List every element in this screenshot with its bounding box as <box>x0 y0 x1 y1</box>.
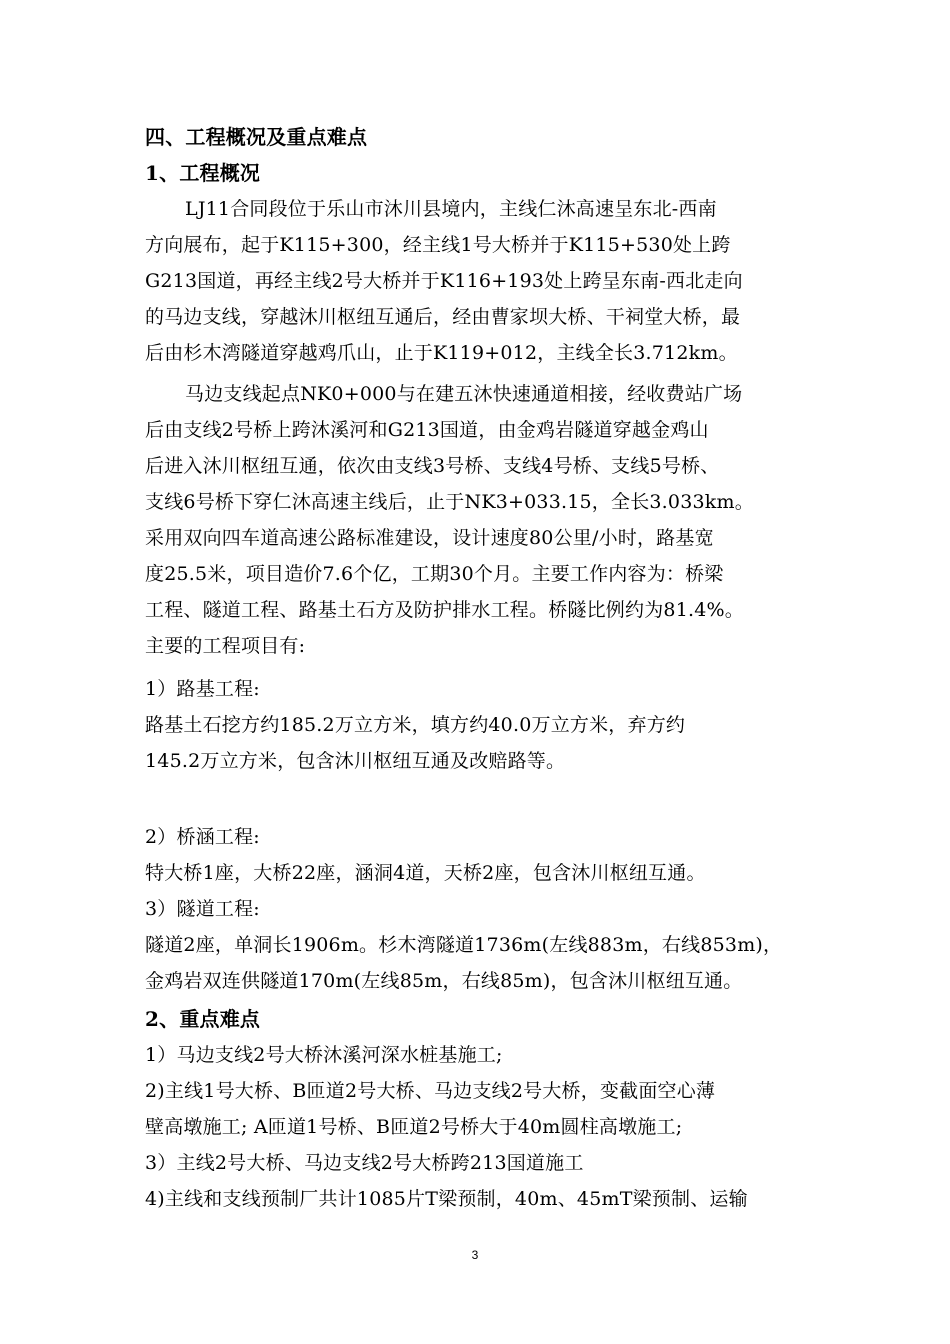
item-line: 隧道2座，单洞长1906m。杉木湾隧道1736m(左线883m，右线853m)， <box>145 934 783 956</box>
paragraph-line: 支线6号桥下穿仁沐高速主线后，止于NK3+033.15，全长3.033km。 <box>145 491 754 513</box>
item-title: 1）路基工程: <box>145 678 260 700</box>
item-line: 金鸡岩双连供隧道170m(左线85m，右线85m)，包含沐川枢纽互通。 <box>145 970 743 992</box>
paragraph-line: 方向展布，起于K115+300，经主线1号大桥并于K115+530处上跨 <box>145 234 731 256</box>
paragraph-line: 的马边支线，穿越沐川枢纽互通后，经由曹家坝大桥、干祠堂大桥，最 <box>145 306 741 328</box>
item-line: 145.2万立方米，包含沐川枢纽互通及改赔路等。 <box>145 750 566 772</box>
difficulty-line: 4)主线和支线预制厂共计1085片T梁预制，40m、45mT梁预制、运输 <box>145 1188 748 1210</box>
difficulty-line: 2)主线1号大桥、B匝道2号大桥、马边支线2号大桥，变截面空心薄 <box>145 1080 716 1102</box>
paragraph-line: 后进入沐川枢纽互通，依次由支线3号桥、支线4号桥、支线5号桥、 <box>145 455 720 477</box>
paragraph-line: 采用双向四车道高速公路标准建设，设计速度80公里/小时，路基宽 <box>145 527 714 549</box>
difficulty-line: 1）马边支线2号大桥沐溪河深水桩基施工; <box>145 1044 503 1066</box>
paragraph-line: 后由杉木湾隧道穿越鸡爪山，止于K119+012，主线全长3.712km。 <box>145 342 738 364</box>
paragraph-line: G213国道，再经主线2号大桥并于K116+193处上跨呈东南-西北走向 <box>145 270 743 292</box>
page-number: 3 <box>471 1248 479 1262</box>
paragraph-line: 度25.5米，项目造价7.6个亿，工期30个月。主要工作内容为：桥梁 <box>145 563 724 585</box>
item-title: 3）隧道工程: <box>145 898 260 920</box>
difficulties-heading: 2、重点难点 <box>145 1007 261 1031</box>
paragraph-line: 后由支线2号桥上跨沐溪河和G213国道，由金鸡岩隧道穿越金鸡山 <box>145 419 709 441</box>
paragraph-line: 工程、隧道工程、路基土石方及防护排水工程。桥隧比例约为81.4%。 <box>145 599 744 621</box>
paragraph-line: 马边支线起点NK0+000与在建五沐快速通道相接，经收费站广场 <box>185 383 743 405</box>
section-title: 四、工程概况及重点难点 <box>145 125 368 149</box>
item-line: 路基土石挖方约185.2万立方米，填方约40.0万立方米，弃方约 <box>145 714 686 736</box>
paragraph-line: LJ11合同段位于乐山市沐川县境内，主线仁沐高速呈东北-西南 <box>185 198 717 220</box>
item-line: 特大桥1座，大桥22座，涵洞4道，天桥2座，包含沐川枢纽互通。 <box>145 862 706 884</box>
overview-heading: 1、工程概况 <box>145 161 261 185</box>
difficulty-line: 壁高墩施工; A匝道1号桥、B匝道2号桥大于40m圆柱高墩施工; <box>145 1116 683 1138</box>
difficulty-line: 3）主线2号大桥、马边支线2号大桥跨213国道施工 <box>145 1152 584 1174</box>
item-title: 2）桥涵工程: <box>145 826 260 848</box>
paragraph-line: 主要的工程项目有: <box>145 635 306 657</box>
